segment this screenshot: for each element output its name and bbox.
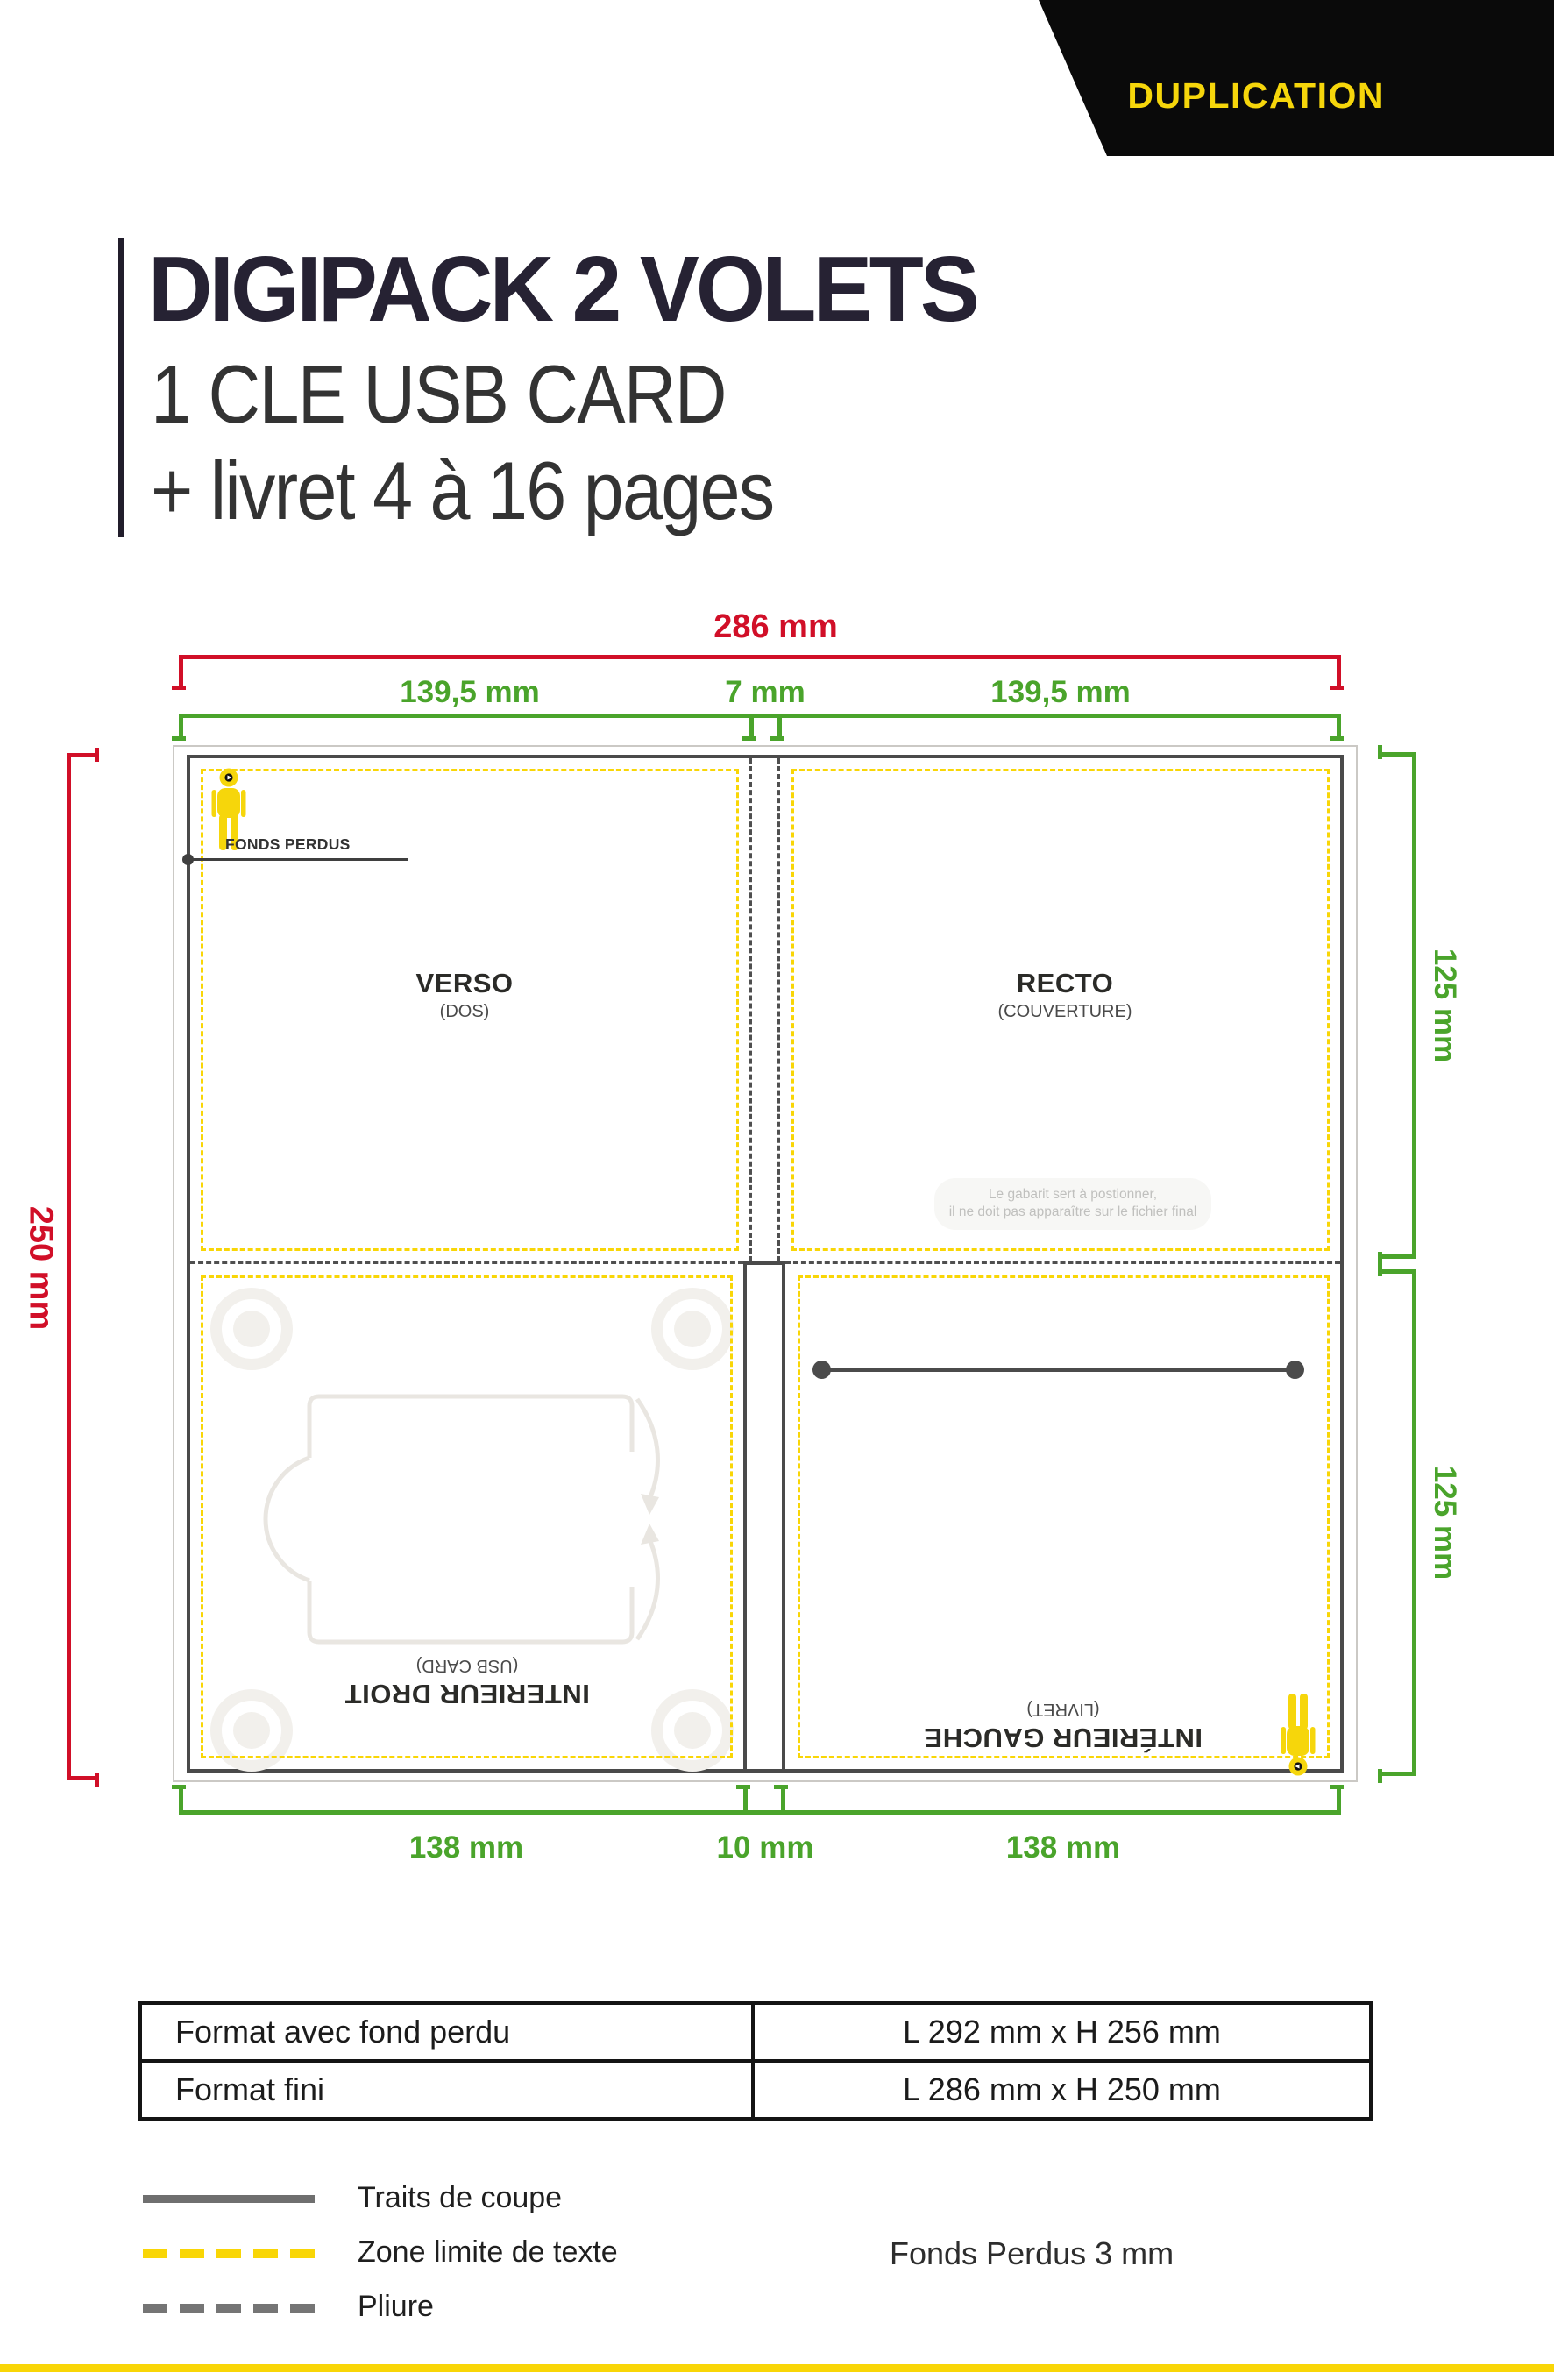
dim-cap [95, 1773, 99, 1787]
dim-label-bottom-right: 138 mm [1005, 1830, 1121, 1865]
dim-cap [172, 1785, 186, 1789]
person-icon-inverted [1278, 1692, 1318, 1776]
dim-label-total-width: 286 mm [713, 608, 838, 645]
dim-label-bottom-fold: 10 mm [716, 1830, 814, 1865]
dim-cap [172, 686, 186, 690]
dim-cap [736, 1785, 750, 1789]
text-zone-interieur-gauche [798, 1275, 1330, 1758]
table-row [142, 2005, 1369, 2059]
table-cell-label: Format fini [142, 2063, 755, 2117]
dim-cap [1330, 736, 1344, 741]
dim-label-right-bottom: 125 mm [1428, 1465, 1462, 1581]
table-cell-value: L 286 mm x H 250 mm [903, 2071, 1221, 2107]
dim-cap [770, 736, 784, 741]
dimension-bracket-right-bottom [1381, 1269, 1416, 1776]
legend-swatch-text-zone [143, 2249, 315, 2258]
title-accent-bar [118, 238, 124, 537]
page-title: DIGIPACK 2 VOLETS [148, 238, 976, 341]
dim-label-bottom-left: 138 mm [408, 1830, 524, 1865]
legend-label-fold: Pliure [358, 2290, 434, 2323]
template-note-line1: Le gabarit sert à postionner, [988, 1187, 1158, 1202]
dash [216, 2304, 241, 2313]
panel-label-interieur-gauche [888, 1699, 1238, 1753]
dimension-bracket-top-segments [179, 714, 1341, 741]
dim-label-top-right: 139,5 mm [990, 675, 1131, 709]
dim-cap [172, 736, 186, 741]
dim-cap [95, 748, 99, 762]
table-cell-value: L 292 mm x H 256 mm [903, 2014, 1221, 2050]
fonds-perdus-label: FONDS PERDUS [225, 835, 351, 853]
template-note [934, 1178, 1211, 1230]
legend-swatch-cut-line [143, 2195, 315, 2203]
panel-label-verso [289, 968, 640, 1022]
format-table [138, 2001, 1373, 2121]
dash [253, 2249, 278, 2258]
panel-subtitle: (USB CARD) [415, 1656, 519, 1675]
panel-subtitle: (COUVERTURE) [997, 1002, 1132, 1021]
panel-title: INTERIEUR DROIT [344, 1679, 590, 1709]
dash [290, 2249, 315, 2258]
dim-cap [1330, 686, 1344, 690]
dim-label-total-height: 250 mm [22, 1205, 60, 1331]
panel-label-interieur-droit [292, 1655, 642, 1709]
booklet-spine-line [822, 1368, 1295, 1372]
page-subtitle-2: + livret 4 à 16 pages [151, 444, 774, 536]
table-cell-label: Format avec fond perdu [142, 2005, 755, 2059]
dim-cap [1378, 1262, 1382, 1276]
dash [290, 2304, 315, 2313]
dash [143, 2249, 167, 2258]
bottom-accent-strip [0, 2364, 1554, 2372]
fold-line-vertical [777, 758, 780, 1261]
dim-tick [743, 1787, 748, 1815]
panel-title: VERSO [415, 968, 514, 998]
panel-subtitle: (LIVRET) [1026, 1700, 1100, 1719]
dash [216, 2249, 241, 2258]
dash [180, 2304, 204, 2313]
legend-swatch-fold [143, 2304, 315, 2313]
fold-line-horizontal [785, 1261, 1340, 1264]
banner-label: DUPLICATION [1127, 75, 1385, 116]
spine-line-dot [812, 1361, 831, 1379]
dim-cap [774, 1785, 788, 1789]
template-note-line2: il ne doit pas apparaître sur le fichier final [948, 1204, 1197, 1220]
leader-line [188, 858, 408, 861]
bleed-note: Fonds Perdus 3 mm [890, 2235, 1174, 2271]
table-row [142, 2059, 1369, 2117]
spine-slot [743, 1261, 785, 1769]
dim-label-right-top: 125 mm [1428, 948, 1462, 1063]
dim-label-top-left: 139,5 mm [400, 675, 540, 709]
legend-label-text-zone: Zone limite de texte [358, 2235, 618, 2269]
dim-tick [781, 1787, 785, 1815]
legend-label-cut-line: Traits de coupe [358, 2181, 563, 2214]
panel-subtitle: (DOS) [439, 1002, 490, 1021]
dim-cap [1330, 1785, 1344, 1789]
panel-title: RECTO [1016, 968, 1114, 998]
dim-cap [1378, 1769, 1382, 1783]
dash [143, 2304, 167, 2313]
dim-cap [1378, 745, 1382, 759]
dash [180, 2249, 204, 2258]
dimension-bracket-left-total [67, 753, 98, 1780]
dimension-bracket-bottom-segments [179, 1787, 1341, 1815]
dim-label-top-fold: 7 mm [725, 675, 805, 709]
panel-title: INTÉRIEUR GAUCHE [924, 1723, 1203, 1753]
page-subtitle-1: 1 CLE USB CARD [151, 348, 726, 440]
dim-cap [742, 736, 756, 741]
dash [253, 2304, 278, 2313]
spine-line-dot [1286, 1361, 1304, 1379]
fold-line-horizontal [190, 1261, 743, 1264]
fold-line-vertical [749, 758, 752, 1261]
panel-label-recto [890, 968, 1240, 1022]
dimension-bracket-right-top [1381, 752, 1416, 1259]
